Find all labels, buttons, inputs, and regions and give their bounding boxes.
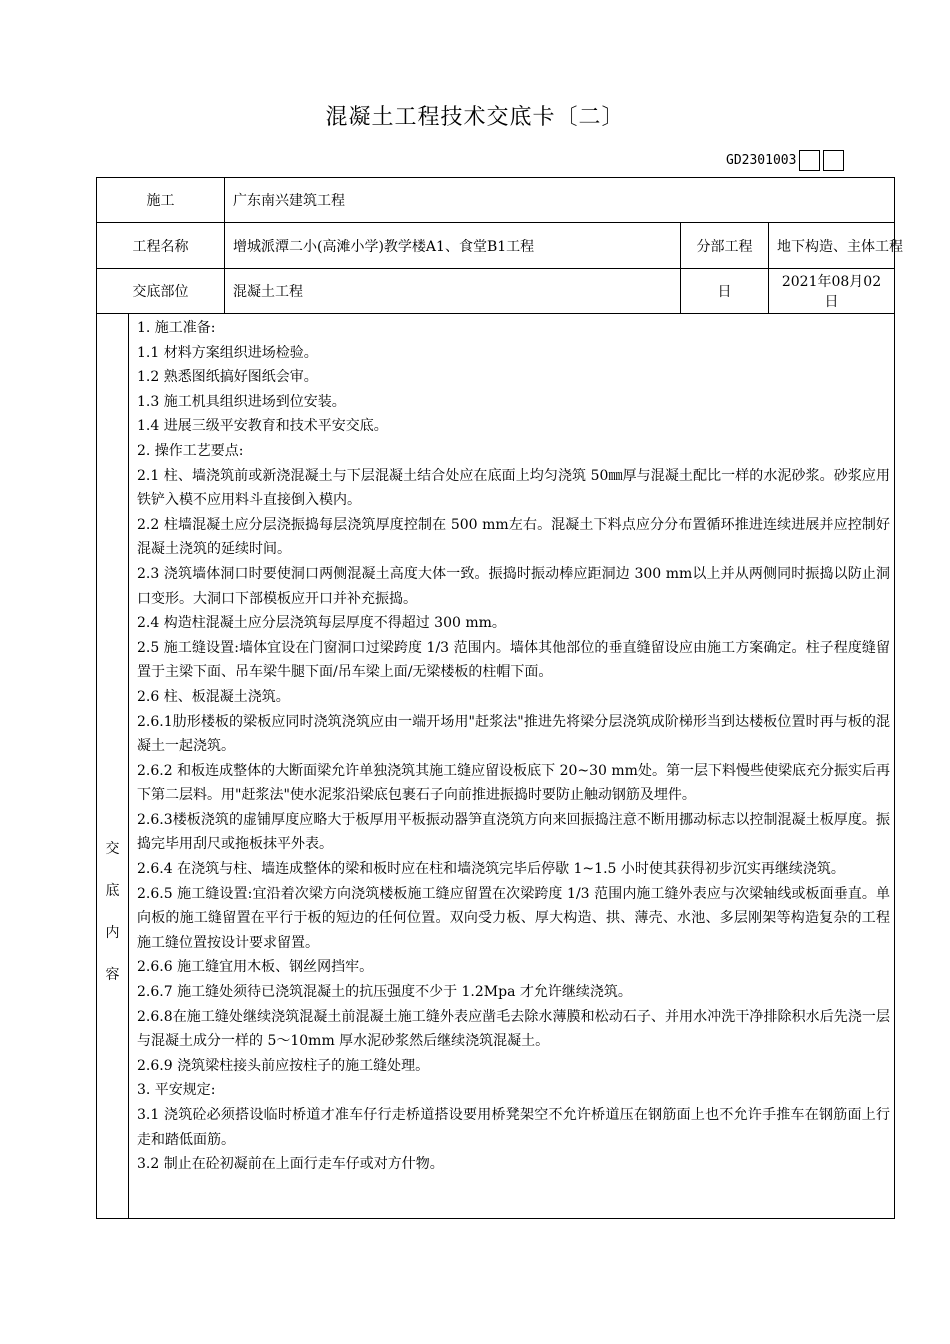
table-row <box>97 178 895 223</box>
content-line: 2.1 柱、墙浇筑前或新浇混凝土与下层混凝土结合处应在底面上均匀浇筑 50㎜厚与混凝土配比一样的水泥砂浆。砂浆应用铁铲入模不应用料斗直接倒入模内。 <box>137 467 890 509</box>
side-char: 交 <box>105 841 120 857</box>
content-line: 2.6.3楼板浇筑的虚铺厚度应略大于板厚用平板振动器笋直浇筑方向来回振捣注意不断用挪动标志以控制混凝土板厚度。振捣完毕用刮尺或拖板抹平外表。 <box>137 811 890 853</box>
content-line: 1.1 材料方案组织进场检验。 <box>137 344 318 361</box>
table-row <box>97 223 895 269</box>
content-line: 3.2 制止在砼初凝前在上面行走车仔或对方什物。 <box>137 1156 444 1173</box>
content-line: 2.6.9 浇筑梁柱接头前应按柱子的施工缝处理。 <box>137 1057 430 1074</box>
content-line: 2.6.2 和板连成整体的大断面梁允许单独浇筑其施工缝应留设板底下 20~30 mm处。第一层下料慢些使梁底充分振实后再下第二层料。用"赶浆法"使水泥浆沿梁底包裹石子向前推进振捣时要防止触动钢筋及埋件。 <box>137 762 890 804</box>
content-line: 1.3 施工机具组织进场到位安装。 <box>137 393 346 410</box>
content-side-label <box>97 314 129 1219</box>
content-line: 3. 平安规定: <box>137 1082 216 1099</box>
content-line: 2.4 构造柱混凝土应分层浇筑每层厚度不得超过 300 mm。 <box>137 615 506 632</box>
construction-value: 广东南兴建筑工程 <box>225 178 895 223</box>
date-label: 日 <box>681 269 769 314</box>
content-line: 2.6.5 施工缝设置:宜沿着次梁方向浇筑楼板施工缝应留置在次梁跨度 1/3 范围内施工缝外表应与次梁轴线或板面垂直。单向板的施工缝留置在平行于板的短边的任何位置。双向受力板、厚大构造、拱、薄壳、水池、多层刚架等构造复杂的工程施工缝位置按设计要求留置。 <box>137 885 890 951</box>
content-line: 2. 操作工艺要点: <box>137 442 244 459</box>
code-checkbox-2 <box>823 150 844 171</box>
content-line: 2.5 施工缝设置:墙体宜设在门窗洞口过梁跨度 1/3 范围内。墙体其他部位的垂直缝留设应由施工方案确定。柱子程度缝留置于主梁下面、吊车梁牛腿下面/吊车梁上面/无梁楼板的柱帽下面。 <box>137 639 890 681</box>
content-line: 3.1 浇筑砼必须搭设临时桥道才准车仔行走桥道搭设要用桥凳架空不允许桥道压在钢筋面上也不允许手推车在钢筋面上行走和踏低面筋。 <box>137 1107 890 1148</box>
content-line: 1.4 进展三级平安教育和技术平安交底。 <box>137 418 388 435</box>
disclosure-table <box>96 177 903 1219</box>
disclosure-content <box>129 314 895 1219</box>
content-line: 1. 施工准备: <box>137 320 216 336</box>
content-line: 1.2 熟悉图纸搞好图纸会审。 <box>137 369 318 386</box>
construction-label: 施工 <box>97 178 225 223</box>
content-line: 2.6.1肋形楼板的梁板应同时浇筑浇筑应由一端开场用"赶浆法"推进先将梁分层浇筑成阶梯形当到达楼板位置时再与板的混凝土一起浇筑。 <box>137 713 890 755</box>
content-line: 2.6.8在施工缝处继续浇筑混凝土前混凝土施工缝外表应凿毛去除水薄膜和松动石子、并用水冲洗干净排除积水后先浇一层与混凝土成分一样的 5～10mm 厚水泥砂浆然后继续浇筑混凝土。 <box>137 1008 890 1050</box>
content-line: 2.6.6 施工缝宜用木板、钢丝网挡牢。 <box>137 959 374 976</box>
document-code-text: GD2301003 <box>726 152 797 168</box>
content-line: 2.6.4 在浇筑与柱、墙连成整体的梁和板时应在柱和墙浇筑完毕后停歇 1~1.5 小时使其获得初步沉实再继续浇筑。 <box>137 861 845 878</box>
content-line: 2.6 柱、板混凝土浇筑。 <box>137 688 290 705</box>
project-name-value: 增城派潭二小(高滩小学)教学楼A1、食堂B1工程 <box>225 223 681 269</box>
side-char: 内 <box>105 925 120 941</box>
sub-project-value: 地下构造、主体工程 <box>769 223 895 269</box>
table-row <box>97 314 895 1219</box>
content-line: 2.6.7 施工缝处须待已浇筑混凝土的抗压强度不少于 1.2Mpa 才允许继续浇筑。 <box>137 984 632 1001</box>
content-line: 2.2 柱墙混凝土应分层浇振捣每层浇筑厚度控制在 500 mm左右。混凝土下料点应分分布置循环推进连续进展并应控制好混凝土浇筑的延续时间。 <box>137 516 890 558</box>
content-lines <box>137 316 890 1177</box>
disclosure-part-label: 交底部位 <box>97 269 225 314</box>
project-name-label: 工程名称 <box>97 223 225 269</box>
table-row <box>97 269 895 314</box>
code-checkbox-1 <box>799 150 820 171</box>
content-line: 2.3 浇筑墙体洞口时要使洞口两侧混凝土高度大体一致。振捣时振动棒应距洞边 300 mm以上并从两侧同时振捣以防止洞口变形。大洞口下部模板应开口并补充振捣。 <box>137 565 890 607</box>
date-value: 2021年08月02日 <box>769 269 895 314</box>
document-title: 混凝土工程技术交底卡〔二〕 <box>325 105 625 130</box>
document-code <box>726 148 844 172</box>
side-char: 底 <box>105 883 120 899</box>
side-char: 容 <box>105 967 120 983</box>
disclosure-part-value: 混凝土工程 <box>225 269 681 314</box>
sub-project-label: 分部工程 <box>681 223 769 269</box>
